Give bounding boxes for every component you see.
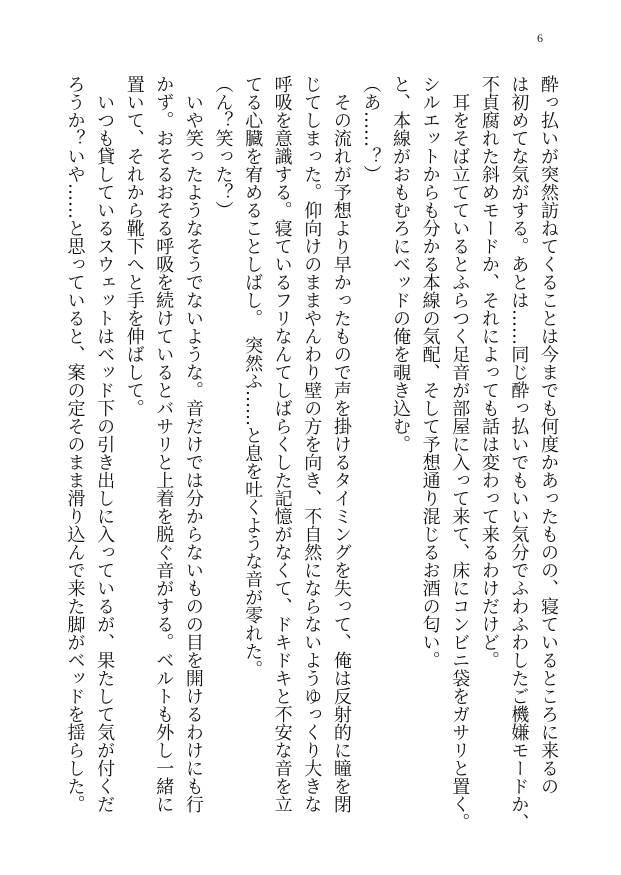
text-line: 置いて、それから靴下へと手を伸ばして。 bbox=[123, 75, 145, 417]
text-line: 呼吸を意識する。寝ているフリなんてしばらくした記憶がなくて、ドキドキと不安な音を立 bbox=[271, 75, 293, 813]
text-line: じてしまった。仰向けのままやんわり壁の方を向き、不自然にならないようゆっくり大きな bbox=[301, 75, 323, 813]
vertical-text-body bbox=[60, 75, 563, 831]
text-line: 不貞腐れた斜めモードか、それによっても話は変わって来るわけだけど。 bbox=[478, 75, 500, 669]
page-number: 6 bbox=[537, 31, 543, 45]
text-line: その流れが予想より早かったもので声を掛けるタイミングを失って、俺は反射的に瞳を閉 bbox=[330, 75, 352, 813]
text-line: てる心臓を宥めることしばし。 突然ふ……と息を吐くような音が零れた。 bbox=[242, 75, 264, 678]
text-line: ろうか？いや……と思っていると、案の定そのまま滑り込んで来た脚がベッドを揺らした。 bbox=[64, 75, 86, 813]
text-line: いつも貸しているスウェットはベッド下の引き出しに入っているが、果たして気が付くだ bbox=[94, 75, 116, 813]
text-line: （ん？笑った？） bbox=[212, 75, 234, 219]
text-line: いや笑ったようなそうでないような。音だけでは分からないものの目を開けるわけにも行 bbox=[182, 75, 204, 813]
text-line: 耳をそば立てているとふらつく足音が部屋に入って来て、床にコンビニ袋をガサリと置く。 bbox=[449, 75, 471, 831]
text-line: は初めてな気がする。あとは……同じ酔っ払いでもいい気分でふわふわしたご機嫌モードか、 bbox=[508, 75, 530, 831]
text-line: と、本線がおもむろにベッドの俺を覗き込む。 bbox=[390, 75, 412, 453]
text-line: かず。おそるおそる呼吸を続けているとバサリと上着を脱ぐ音がする。ベルトも外し一緒に bbox=[153, 75, 175, 813]
text-line: シルエットからも分かる本線の気配、そして予想通り混じるお酒の匂い。 bbox=[419, 75, 441, 669]
text-line: （あ……？） bbox=[360, 75, 382, 183]
text-line: 酔っ払いが突然訪ねてくることは今までも何度かあったものの、寝ているところに来るの bbox=[538, 75, 559, 795]
